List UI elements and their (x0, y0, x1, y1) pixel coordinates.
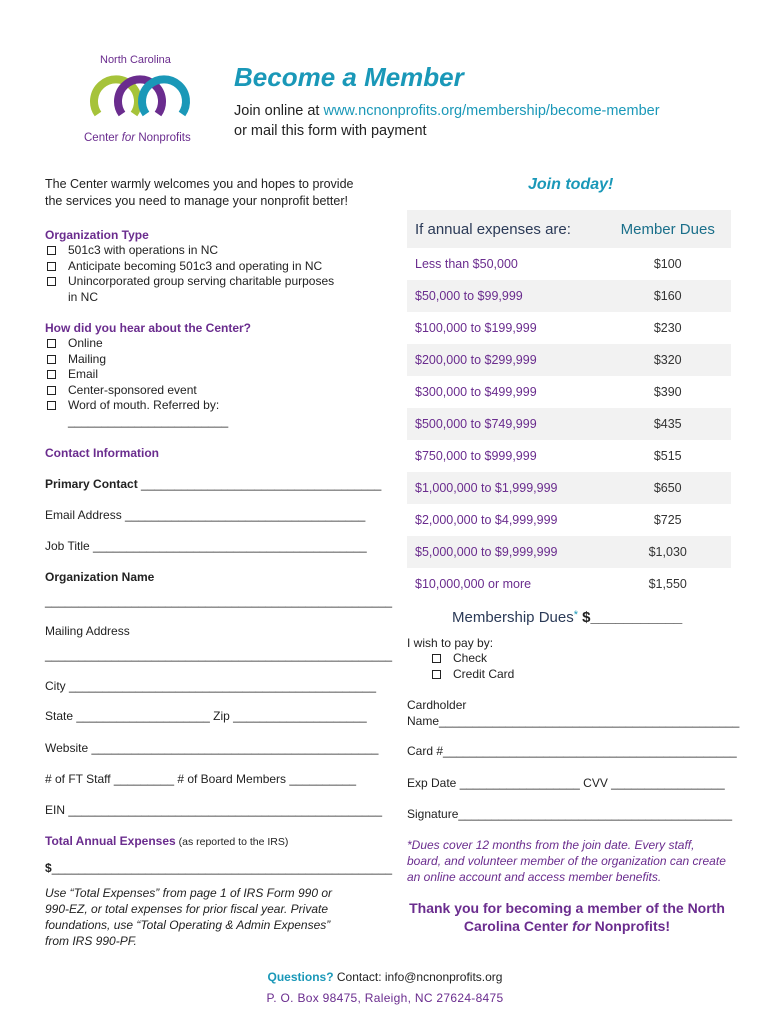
expenses-dollar: $ (45, 861, 52, 875)
org-type-option[interactable]: Unincorporated group serving charitable purposes in NC (45, 274, 345, 305)
membership-link[interactable]: www.ncnonprofits.org/membership/become-member (323, 103, 660, 119)
checkbox[interactable] (432, 654, 441, 663)
expenses-label: Total Annual Expenses (45, 834, 176, 848)
join-online-line (234, 103, 660, 119)
logo-text-bottom (84, 132, 191, 144)
expenses-field[interactable] (45, 861, 392, 875)
website-field[interactable]: Website ___________________________________________ (45, 741, 379, 755)
org-name-line[interactable]: ____________________________________________________ (45, 594, 393, 608)
logo (84, 52, 194, 148)
cardholder-label: Cardholder (407, 698, 467, 712)
pay-options (430, 651, 514, 682)
checkbox[interactable] (47, 246, 56, 255)
membership-dues-field[interactable] (452, 609, 682, 626)
join-today-heading: Join today! (528, 176, 614, 193)
dues-footnote: *Dues cover 12 months from the join date. Every staff, board, and volunteer member of the organization can create an online account and access member benefits. (407, 838, 726, 884)
heard-list (45, 336, 345, 430)
primary-contact-line[interactable]: ____________________________________ (137, 477, 382, 491)
contact-email[interactable]: Contact: info@ncnonprofits.org (333, 970, 503, 984)
primary-contact-label: Primary Contact (45, 477, 138, 491)
table-row: $2,000,000 to $4,999,999 $725 (415, 513, 682, 527)
asterisk: * (573, 609, 578, 621)
thank-you-line-1: Thank you for becoming a member of the North (409, 900, 725, 916)
job-title-field[interactable]: Job Title _________________________________________ (45, 539, 367, 553)
col-dues-header: Member Dues (604, 210, 731, 248)
heard-option[interactable]: Word of mouth. Referred by: (45, 398, 345, 414)
pay-option-credit-card[interactable]: Credit Card (430, 667, 514, 683)
state-zip-field[interactable]: State ____________________ Zip ____________________ (45, 709, 367, 723)
logo-text-top: North Carolina (100, 54, 171, 66)
primary-contact-field[interactable] (45, 477, 381, 491)
intro-text: The Center warmly welcomes you and hopes to provide the services you need to manage your nonprofit better! (45, 177, 354, 208)
contact-heading: Contact Information (45, 446, 159, 460)
page-title: Become a Member (234, 62, 464, 92)
table-row: $50,000 to $99,999 $160 (407, 280, 731, 312)
checkbox[interactable] (47, 339, 56, 348)
mailing-address-label: Mailing Address (45, 624, 130, 638)
expenses-instructions: Use “Total Expenses” from page 1 of IRS Form 990 or 990-EZ, or total expenses for prior fiscal year. Private foundations, use “Total Operating & Admin Expenses” from IRS 990-PF. (45, 886, 333, 948)
dues-header-row (407, 210, 731, 248)
heard-option[interactable]: Center-sponsored event (45, 383, 345, 399)
footer-questions (0, 970, 770, 984)
table-row: $5,000,000 to $9,999,999 $1,030 (407, 536, 731, 568)
footer-address: P. O. Box 98475, Raleigh, NC 27624-8475 (266, 991, 504, 1005)
membership-dues-line[interactable]: $___________ (578, 609, 683, 626)
membership-dues-label: Membership Dues (452, 609, 574, 626)
table-row: Less than $50,000 $100 (415, 257, 682, 271)
expenses-note-inline: (as reported to the IRS) (175, 836, 289, 848)
checkbox[interactable] (47, 370, 56, 379)
table-row: $500,000 to $749,999 $435 (407, 408, 731, 440)
heard-heading: How did you hear about the Center? (45, 321, 252, 335)
thank-you-line-2: Carolina Center for Nonprofits! (463, 918, 671, 934)
heard-option[interactable]: Mailing (45, 352, 345, 368)
org-name-label: Organization Name (45, 570, 155, 584)
expenses-heading (45, 834, 288, 848)
checkbox[interactable] (47, 277, 56, 286)
org-type-list (45, 243, 345, 305)
join-prefix: Join online at (234, 103, 324, 119)
questions-label: Questions? (267, 970, 334, 984)
table-row: $200,000 to $299,999 $320 (407, 344, 731, 376)
table-row: $750,000 to $999,999 $515 (415, 449, 682, 463)
table-row: $1,000,000 to $1,999,999 $650 (407, 472, 731, 504)
table-row: $100,000 to $199,999 $230 (415, 321, 682, 335)
checkbox[interactable] (47, 355, 56, 364)
col-expenses-header: If annual expenses are: (407, 210, 604, 248)
org-type-option[interactable]: 501c3 with operations in NC (45, 243, 345, 259)
logo-nonprofits: Nonprofits (135, 132, 191, 144)
logo-center: Center (84, 132, 122, 144)
logo-rings-icon (86, 70, 194, 126)
referral-line[interactable]: ________________________ (68, 413, 229, 428)
exp-cvv-field[interactable]: Exp Date __________________ CVV _________________ (407, 776, 725, 790)
checkbox[interactable] (47, 386, 56, 395)
checkbox[interactable] (47, 262, 56, 271)
staff-field[interactable]: # of FT Staff _________ # of Board Members __________ (45, 772, 357, 786)
thank-you-message (400, 899, 734, 935)
cardholder-name-field[interactable]: Name_____________________________________________ (407, 714, 740, 728)
email-field[interactable]: Email Address ____________________________________ (45, 508, 366, 522)
city-field[interactable]: City ______________________________________________ (45, 679, 376, 693)
org-type-heading: Organization Type (45, 228, 149, 242)
heard-option[interactable]: Email (45, 367, 345, 383)
heard-option[interactable]: Online (45, 336, 345, 352)
table-row: $10,000,000 or more $1,550 (415, 577, 687, 591)
checkbox[interactable] (432, 670, 441, 679)
dues-table (407, 210, 731, 600)
logo-for: for (121, 132, 136, 144)
org-type-option[interactable]: Anticipate becoming 501c3 and operating in NC (45, 259, 345, 275)
ein-field[interactable]: EIN _______________________________________________ (45, 803, 383, 817)
signature-field[interactable]: Signature_________________________________________ (407, 807, 732, 821)
table-row: $300,000 to $499,999 $390 (415, 385, 682, 399)
mail-form-line: or mail this form with payment (234, 123, 427, 139)
pay-option-check[interactable]: Check (430, 651, 514, 667)
expenses-line[interactable]: ___________________________________________________ (51, 861, 393, 875)
card-number-field[interactable]: Card #____________________________________________ (407, 744, 737, 758)
pay-by-label: I wish to pay by: (407, 636, 494, 650)
checkbox[interactable] (47, 401, 56, 410)
mailing-address-line[interactable]: ____________________________________________________ (45, 648, 393, 662)
